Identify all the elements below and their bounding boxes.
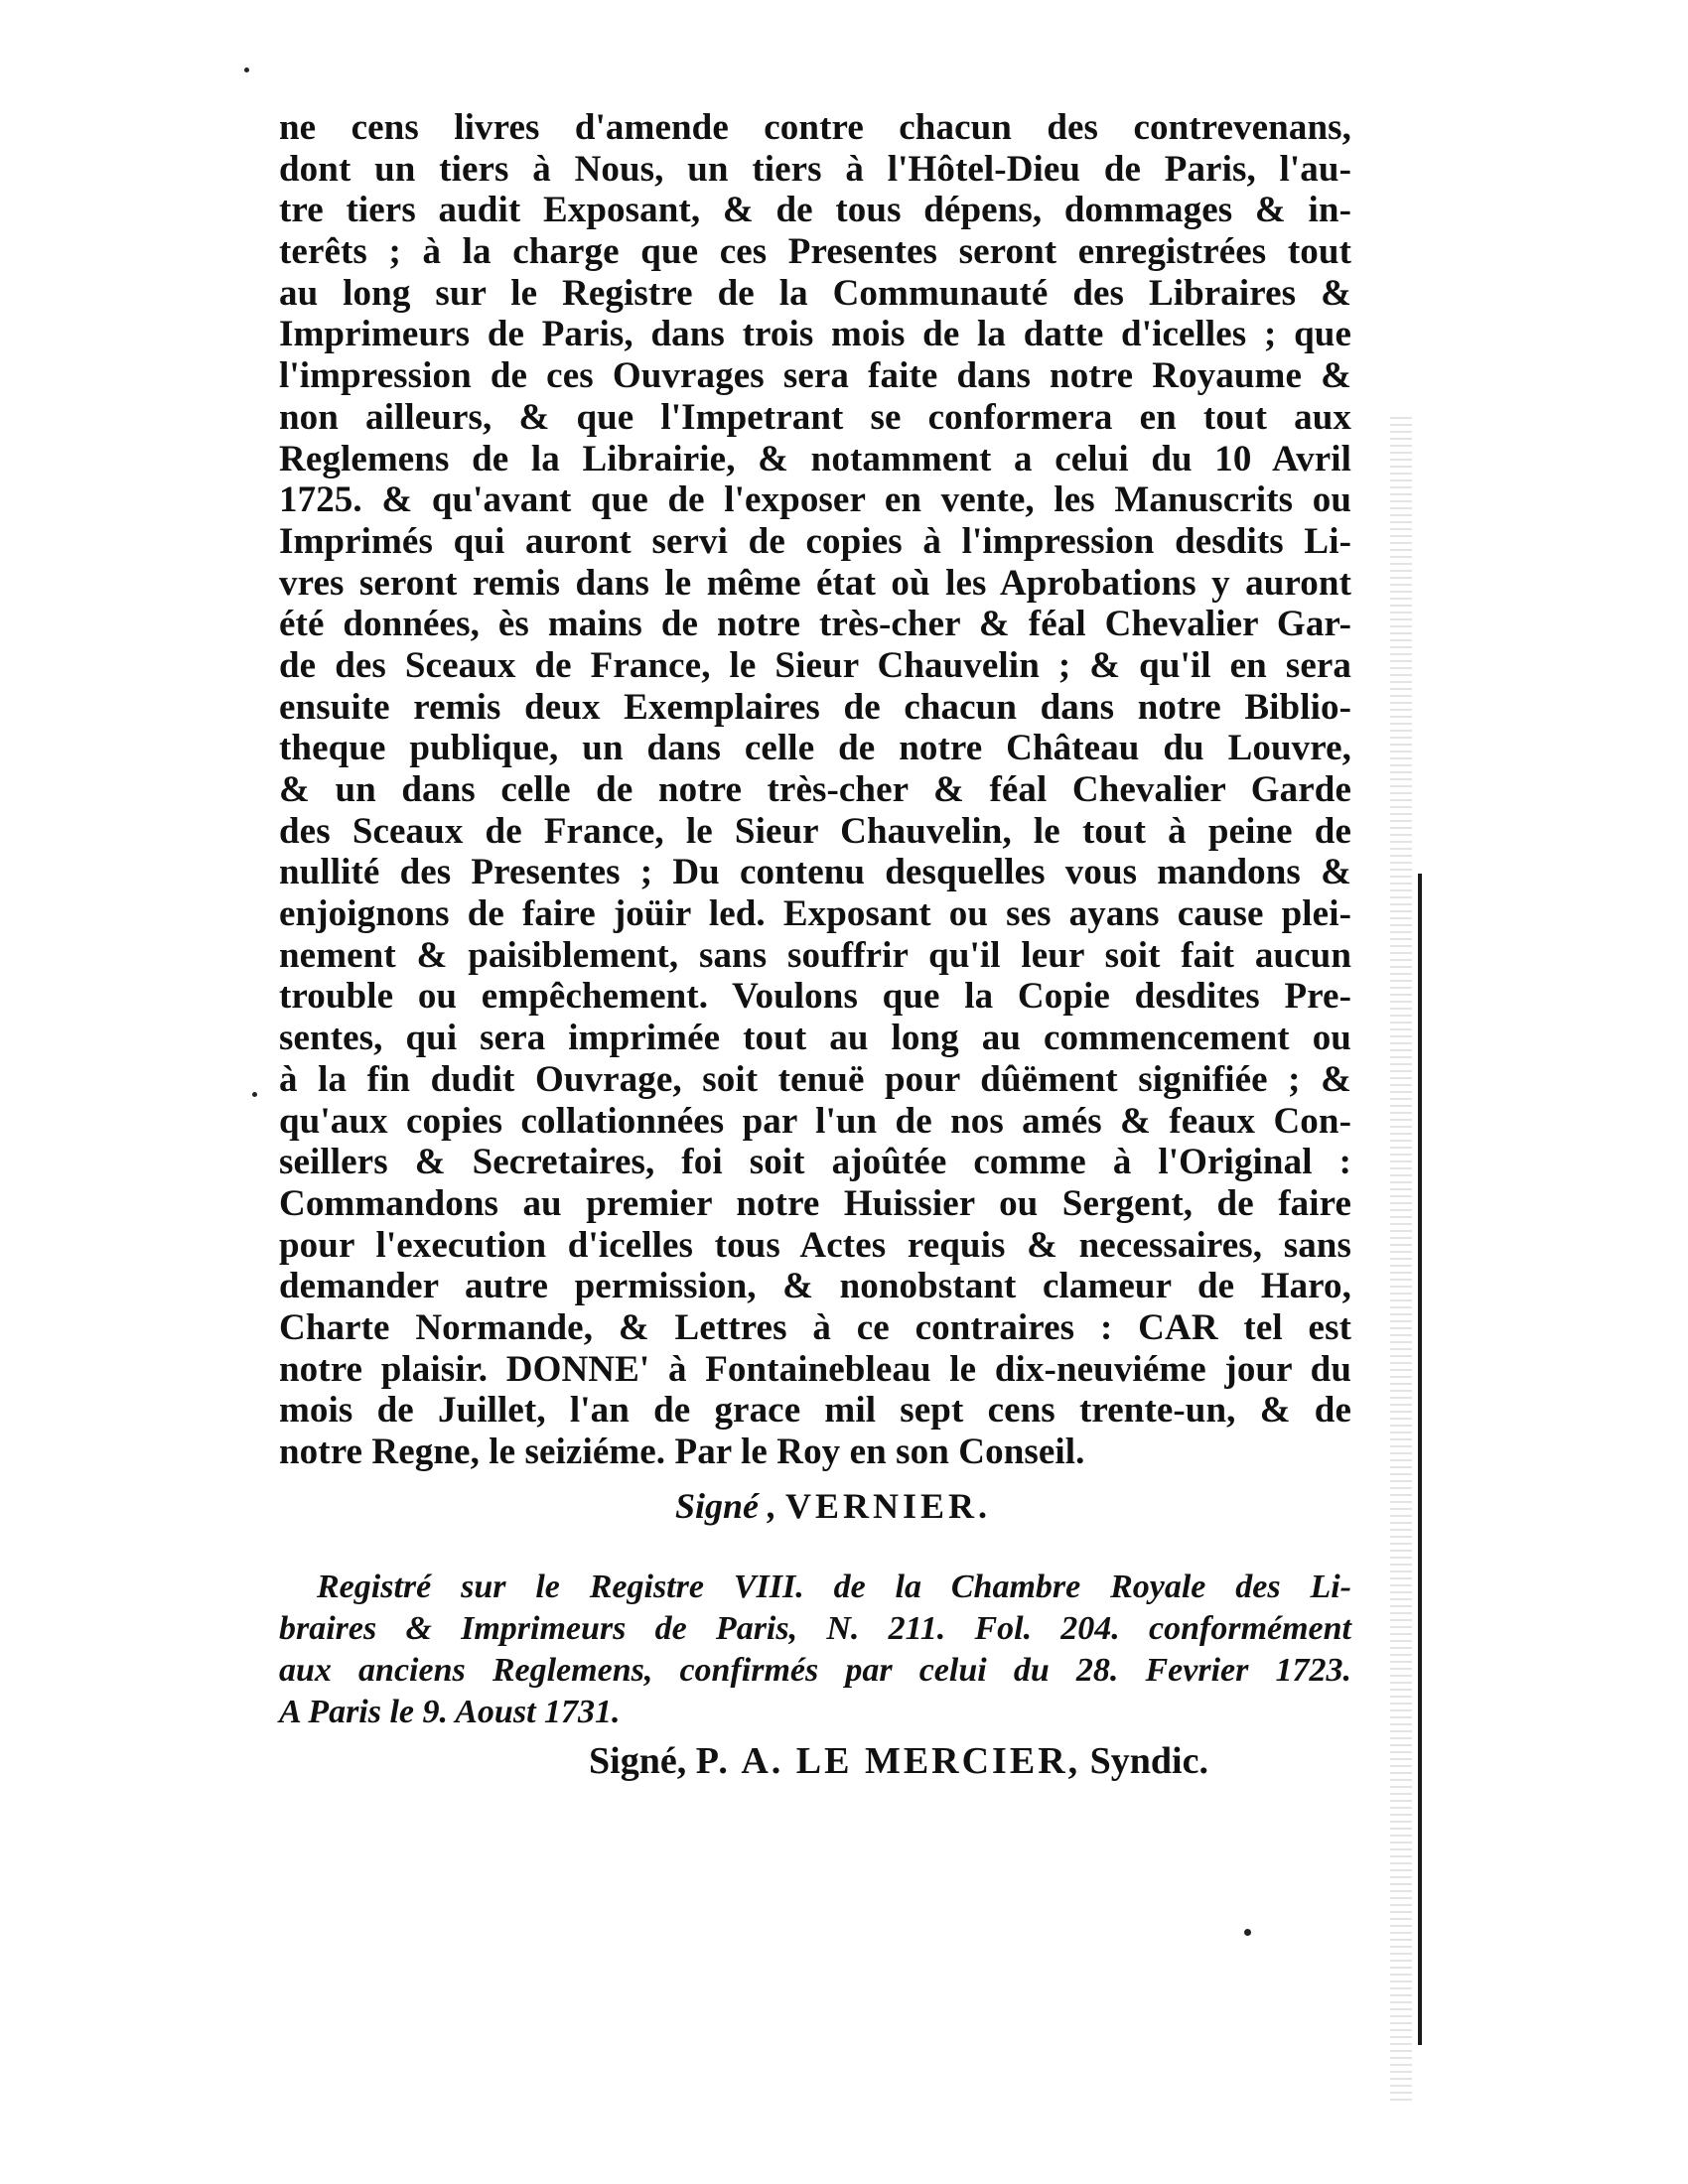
text-line: qu'aux copies collationnées par l'un de nos amés & feaux Con- bbox=[279, 1100, 1351, 1142]
text-line: Charte Normande, & Lettres à ce contraires : CAR tel est bbox=[279, 1306, 1351, 1348]
signature-prefix: Signé, bbox=[589, 1740, 687, 1782]
text-line: notre plaisir. DONNE' à Fontainebleau le dix-neuviéme jour du bbox=[279, 1348, 1351, 1390]
text-line: nullité des Presentes ; Du contenu desquelles vous mandons & bbox=[279, 852, 1351, 893]
text-line: notre Regne, le seiziéme. Par le Roy en son Conseil. bbox=[279, 1432, 1085, 1472]
text-line: des Sceaux de France, le Sieur Chauvelin, le tout à peine de bbox=[279, 810, 1351, 852]
text-line: pour l'execution d'icelles tous Actes requis & necessaires, sans bbox=[279, 1224, 1351, 1266]
signature-prefix: Signé , bbox=[675, 1486, 777, 1526]
text-line: été données, ès mains de notre très-cher & féal Chevalier Gar- bbox=[279, 604, 1351, 645]
text-line: au long sur le Registre de la Communauté des Libraires & bbox=[279, 272, 1351, 314]
scan-noise bbox=[1390, 417, 1412, 2105]
text-line: dont un tiers à Nous, un tiers à l'Hôtel-Dieu de Paris, l'au- bbox=[279, 148, 1351, 190]
text-line: mois de Juillet, l'an de grace mil sept cens trente-un, & de bbox=[279, 1390, 1351, 1432]
text-line: sentes, qui sera imprimée tout au long au commencement ou bbox=[279, 1018, 1351, 1059]
signature-title: Syndic. bbox=[1089, 1740, 1208, 1782]
text-line: enjoignons de faire joüir led. Exposant ou ses ayans cause plei- bbox=[279, 893, 1351, 935]
registry-line: braires & Imprimeurs de Paris, N. 211. Fol. 204. conformément bbox=[279, 1610, 1351, 1647]
registry-line: A Paris le 9. Aoust 1731. bbox=[279, 1694, 621, 1730]
signature-name: P. A. LE MERCIER, bbox=[695, 1740, 1081, 1782]
text-line: Imprimés qui auront servi de copies à l'impression desdits Li- bbox=[279, 520, 1351, 562]
text-line: tre tiers audit Exposant, & de tous dépens, dommages & in- bbox=[279, 190, 1351, 231]
text-line: vres seront remis dans le même état où les Aprobations y auront bbox=[279, 562, 1351, 604]
binding-rule bbox=[1418, 874, 1422, 2045]
text-line: terêts ; à la charge que ces Presentes seront enregistrées tout bbox=[279, 231, 1351, 273]
text-line: Imprimeurs de Paris, dans trois mois de la datte d'icelles ; que bbox=[279, 314, 1351, 355]
page-edge-scan-artifact bbox=[1384, 417, 1444, 2105]
text-line: ne cens livres d'amende contre chacun des contrevenans, bbox=[279, 107, 1351, 148]
signature-name: VERNIER. bbox=[785, 1486, 992, 1526]
text-line: l'impression de ces Ouvrages sera faite dans notre Royaume & bbox=[279, 355, 1351, 397]
text-line: seillers & Secretaires, foi soit ajoûtée comme à l'Original : bbox=[279, 1142, 1351, 1183]
text-line: theque publique, un dans celle de notre Château du Louvre, bbox=[279, 728, 1351, 769]
scan-speck bbox=[252, 1092, 257, 1097]
text-line: trouble ou empêchement. Voulons que la Copie desdites Pre- bbox=[279, 976, 1351, 1018]
text-line: & un dans celle de notre très-cher & féal Chevalier Garde bbox=[279, 769, 1351, 810]
registry-note bbox=[279, 1567, 1351, 1733]
scan-speck bbox=[244, 68, 249, 72]
text-line: nement & paisiblement, sans souffrir qu'il leur soit fait aucun bbox=[279, 934, 1351, 976]
syndic-signature bbox=[589, 1739, 1208, 1783]
registry-line: Registré sur le Registre VIII. de la Chambre Royale des Li- bbox=[317, 1569, 1351, 1605]
royal-signature bbox=[675, 1485, 991, 1527]
privilege-body-text bbox=[279, 107, 1351, 1473]
text-line: à la fin dudit Ouvrage, soit tenuë pour dûëment signifiée ; & bbox=[279, 1058, 1351, 1100]
text-line: non ailleurs, & que l'Impetrant se conformera en tout aux bbox=[279, 396, 1351, 438]
text-line: Commandons au premier notre Huissier ou Sergent, de faire bbox=[279, 1182, 1351, 1224]
text-line: ensuite remis deux Exemplaires de chacun dans notre Biblio- bbox=[279, 686, 1351, 728]
registry-line: aux anciens Reglemens, confirmés par celui du 28. Fevrier 1723. bbox=[279, 1652, 1351, 1689]
text-line: demander autre permission, & nonobstant clameur de Haro, bbox=[279, 1266, 1351, 1307]
scan-speck bbox=[1244, 1929, 1251, 1936]
text-line: de des Sceaux de France, le Sieur Chauvelin ; & qu'il en sera bbox=[279, 644, 1351, 686]
text-line: 1725. & qu'avant que de l'exposer en vente, les Manuscrits ou bbox=[279, 479, 1351, 521]
text-line: Reglemens de la Librairie, & notamment a celui du 10 Avril bbox=[279, 438, 1351, 479]
